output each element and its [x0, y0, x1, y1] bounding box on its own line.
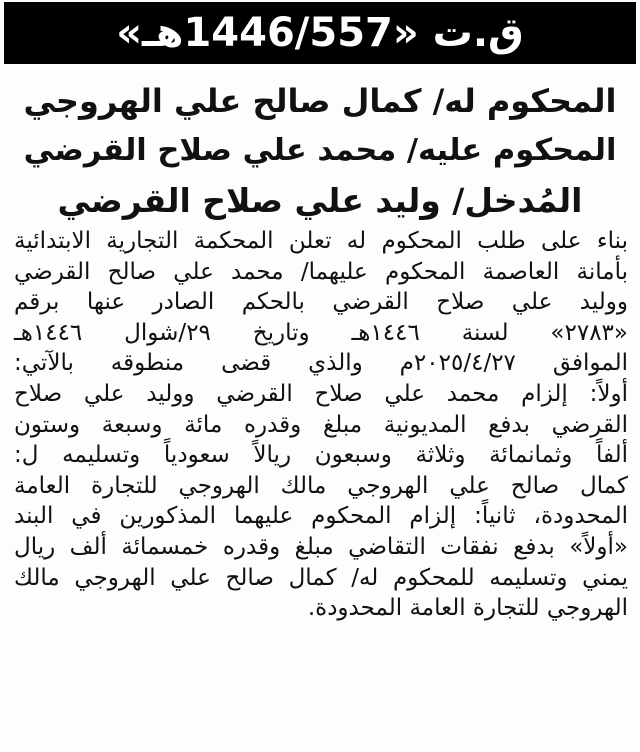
body-line: يمني وتسليمه للمحكوم له/ كمال صالح علي الهروجي مالك — [14, 564, 628, 591]
body-line: كمال صالح علي الهروجي مالك الهروجي للتجارة العامة — [14, 472, 628, 499]
case-number-banner — [4, 2, 636, 64]
body-line: بناء على طلب المحكوم له تعلن المحكمة التجارية الابتدائية — [14, 228, 628, 254]
parties-block — [0, 76, 640, 226]
notice-body — [14, 226, 628, 624]
case-number: ق.ت «1446/557هـ» — [116, 10, 524, 56]
body-line: المحدودة، ثانياً: إلزام المحكوم عليهما المذكورين في البند — [14, 503, 628, 530]
body-line: القرضي بدفع المديونية مبلغ وقدره مائة وسبعة وستون — [14, 411, 628, 438]
body-line-last: الهروجي للتجارة العامة المحدودة. — [307, 595, 628, 622]
body-line: بأمانة العاصمة المحكوم عليهما/ محمد علي صالح القرضي — [14, 258, 628, 285]
body-line: «٢٧٨٣» لسنة ١٤٤٦هـ وتاريخ ٢٩/شوال ١٤٤٦هـ — [14, 319, 628, 346]
body-line: أولاً: إلزام محمد علي صلاح القرضي ووليد علي صلاح — [14, 380, 628, 407]
body-line: الموافق ٢٠٢٥/٤/٢٧م والذي قضى منطوقه بالآتي: — [14, 350, 628, 377]
body-line: «أولاً» بدفع نفقات التقاضي مبلغ وقدره خمسمائة ألف ريال — [14, 533, 628, 560]
defendant-line: المحكوم عليه/ محمد علي صلاح القرضي — [23, 133, 617, 168]
body-line: ألفاً وثمانمائة وثلاثة وسبعون ريالاً سعودياً وتسليمه ل: — [14, 442, 628, 469]
body-line: ووليد علي صلاح القرضي بالحكم الصادر عنها برقم — [14, 289, 628, 316]
intervenor-line: المُدخل/ وليد علي صلاح القرضي — [57, 181, 583, 220]
plaintiff-line: المحكوم له/ كمال صالح علي الهروجي — [23, 82, 617, 120]
